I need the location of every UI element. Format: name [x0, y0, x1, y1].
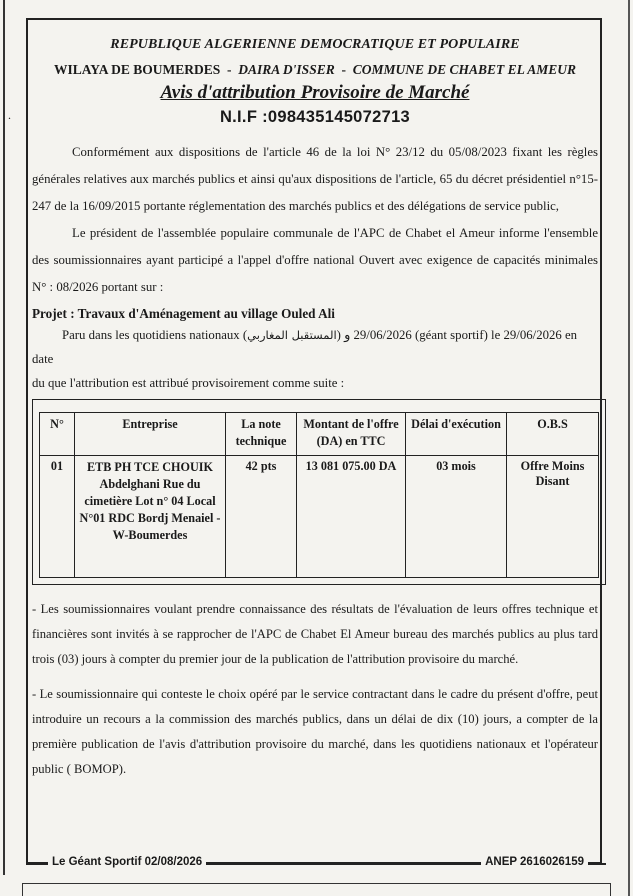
footer-newspaper: Le Géant Sportif 02/08/2026 [48, 856, 206, 868]
row-obs: Offre Moins Disant [507, 456, 599, 578]
separator-1: - [227, 62, 232, 77]
evaluation-results-note: - Les soumissionnaires voulant prendre connaissance des résultats de l'évaluation de leurs offres technique et financières sont invités à se rapprocher de l'APC de Chabet El Ameur bureau des marchés publics au plus tard trois (03) jours à compter du premier jour de la publication de l'attribution provisoire du marché. [32, 602, 598, 666]
project-title: Projet : Travaux d'Aménagement au village Ouled Ali [32, 306, 335, 321]
president-announcement-paragraph: Le président de l'assemblée populaire communale de l'APC de Chabet el Ameur informe l'ensemble des soumissionnaires ayant participé a l'appel d'offre national Ouvert avec exigence de capacités minimales N° : 08/2026 portant sur : [32, 226, 598, 294]
footer [26, 856, 606, 872]
republic-heading: REPUBLIQUE ALGERIENNE DEMOCRATIQUE ET POPULAIRE [110, 37, 520, 52]
page-edge-left [3, 0, 5, 875]
administrative-heading [32, 62, 598, 78]
commune-label: COMMUNE DE CHABET EL AMEUR [352, 62, 577, 77]
col-entreprise: Entreprise [75, 413, 226, 456]
page-edge-right [628, 0, 630, 896]
col-number: N° [40, 413, 75, 456]
table-header-row [40, 413, 599, 456]
row-entreprise: ETB PH TCE CHOUIK Abdelghani Rue du cimetière Lot n° 04 Local N°01 RDC Bordj Menaiel -W-Boumerdes [75, 456, 226, 578]
legal-basis-paragraph: Conformément aux dispositions de l'article 46 de la loi N° 23/12 du 05/08/2023 fixant les règles générales relatives aux marchés publics et ainsi qu'aux dispositions de l'article, 65 du décret présidentiel n°15-247 de la 16/09/2015 portante réglementation des marchés publics et des délégations de service public, [32, 145, 598, 213]
next-notice-edge [22, 883, 611, 896]
nif-number: N.I.F :098435145072713 [219, 108, 411, 126]
separator-2: - [341, 62, 346, 77]
col-note: La note technique [226, 413, 297, 456]
row-note: 42 pts [226, 456, 297, 578]
table-row [40, 456, 599, 578]
notice-content [32, 28, 598, 782]
row-number: 01 [40, 456, 75, 578]
stray-dot: . [8, 108, 11, 122]
col-obs: O.B.S [507, 413, 599, 456]
wilaya-label: WILAYA DE BOUMERDES [53, 62, 221, 77]
publication-text-a: Paru dans les quotidiens nationaux ( [62, 328, 248, 342]
arabic-newspaper-name: المستقبل المغاربي [247, 328, 337, 342]
col-montant: Montant de l'offre (DA) en TTC [297, 413, 406, 456]
attribution-intro: du que l'attribution est attribué provisoirement comme suite : [32, 376, 345, 390]
col-delai: Délai d'exécution [406, 413, 507, 456]
publication-line [32, 323, 598, 371]
row-delai: 03 mois [406, 456, 507, 578]
publication-text-b: ) 29/06/2026 و (géant sportif) le 29/06/2026 en date [32, 328, 578, 366]
appeal-note: - Le soumissionnaire qui conteste le choix opéré par le service contractant dans le cadre du présent d'offre, peut introduire un recours a la commission des marchés publics, dans un délai de dix (10) jours, a compter de la première publication de l'avis d'attribution provisoire du marché, dans les quotidiens nationaux et l'opérateur public ( BOMOP). [32, 687, 598, 776]
award-table [39, 412, 599, 578]
daira-label: DAIRA D'ISSER [238, 62, 335, 77]
award-table-frame [32, 399, 606, 585]
footer-anep-ref: ANEP 2616026159 [481, 856, 588, 868]
notice-title: Avis d'attribution Provisoire de Marché [160, 82, 470, 103]
row-montant: 13 081 075.00 DA [297, 456, 406, 578]
